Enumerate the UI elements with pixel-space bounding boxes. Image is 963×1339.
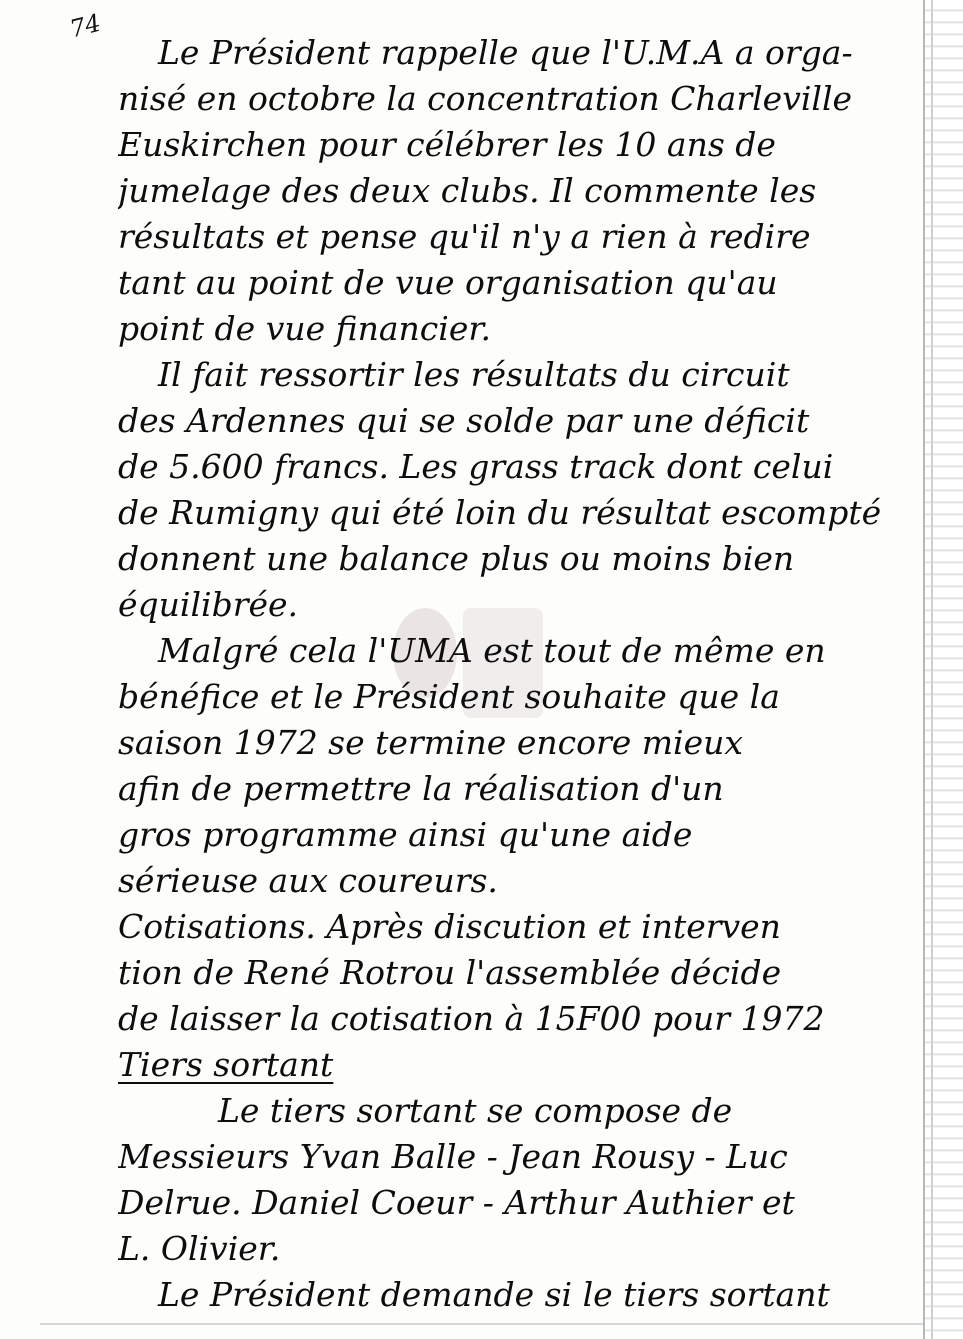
text-line: Le Président rappelle que l'U.M.A a orga- <box>158 33 853 72</box>
bottom-edge <box>40 1323 923 1325</box>
page-number: 74 <box>67 8 104 44</box>
text-line: tant au point de vue organisation qu'au <box>118 263 778 302</box>
text-line: Malgré cela l'UMA est tout de même en <box>158 631 826 670</box>
text-line: Delrue. Daniel Coeur - Arthur Authier et <box>118 1183 795 1222</box>
section-heading: Tiers sortant <box>118 1045 334 1084</box>
text-line: résultats et pense qu'il n'y a rien à redire <box>118 217 811 256</box>
text-line: de Rumigny qui été loin du résultat escompté <box>118 493 882 532</box>
text-line: équilibrée. <box>118 585 299 624</box>
text-line: donnent une balance plus ou moins bien <box>118 539 795 578</box>
text-line: bénéfice et le Président souhaite que la <box>118 677 780 716</box>
text-line: Le tiers sortant se compose de <box>218 1091 733 1130</box>
text-line: Le Président demande si le tiers sortant <box>158 1275 830 1314</box>
text-line: afin de permettre la réalisation d'un <box>118 769 724 808</box>
text-line: saison 1972 se termine encore mieux <box>118 723 743 762</box>
text-line: de laisser la cotisation à 15F00 pour 1972 <box>118 999 825 1038</box>
text-line: point de vue financier. <box>118 309 492 348</box>
text-line: Messieurs Yvan Balle - Jean Rousy - Luc <box>118 1137 788 1176</box>
text-line: jumelage des deux clubs. Il commente les <box>118 171 817 210</box>
text-line: Il fait ressortir les résultats du circuit <box>158 355 790 394</box>
text-line: Euskirchen pour célébrer les 10 ans de <box>118 125 776 164</box>
binding-edge <box>923 0 963 1339</box>
text-line: nisé en octobre la concentration Charleville <box>118 79 853 118</box>
text-line: sérieuse aux coureurs. <box>118 861 498 900</box>
text-line: tion de René Rotrou l'assemblée décide <box>118 953 782 992</box>
text-line: gros programme ainsi qu'une aide <box>118 815 693 854</box>
text-line: L. Olivier. <box>118 1229 281 1268</box>
text-line: Cotisations. Après discution et interven <box>118 907 781 946</box>
text-line: des Ardennes qui se solde par une déficit <box>118 401 810 440</box>
text-line: de 5.600 francs. Les grass track dont celui <box>118 447 834 486</box>
handwritten-text <box>118 30 908 1318</box>
